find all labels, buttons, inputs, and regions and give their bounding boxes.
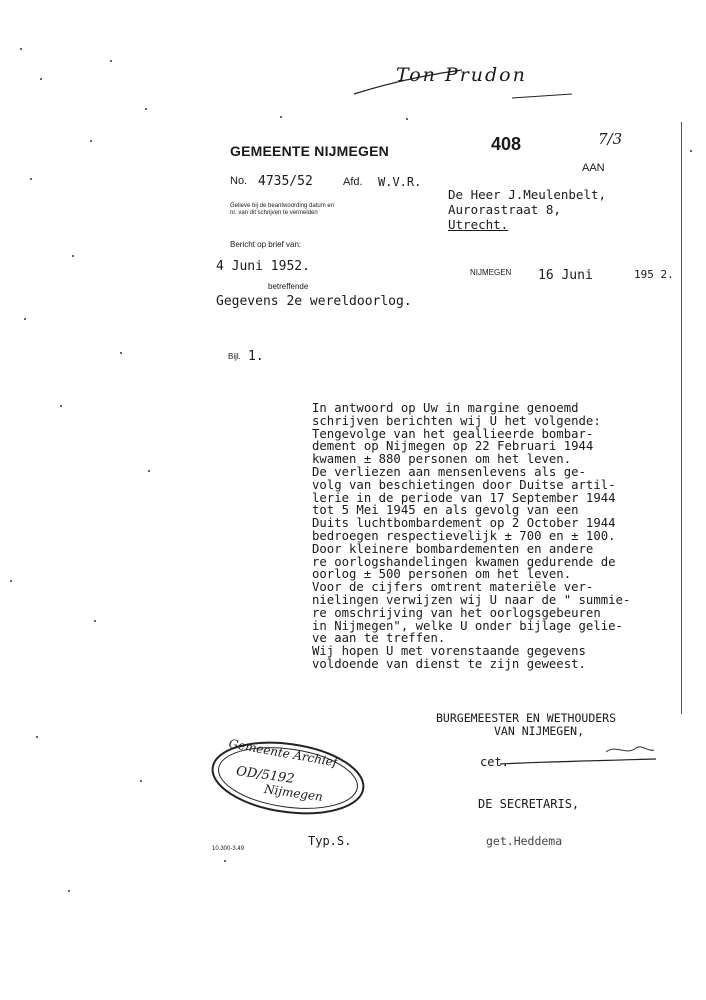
body-line: oorlog ± 500 personen om het leven. <box>312 567 572 582</box>
scan-speck <box>24 318 26 320</box>
reference-note-line1: Gelieve bij de beantwoording datum en <box>230 203 335 209</box>
scan-speck <box>94 620 96 622</box>
body-line: De verliezen aan mensenlevens als ge- <box>312 465 586 479</box>
scan-speck <box>110 60 112 62</box>
stamp-line1: Gemeente Archief <box>227 736 339 770</box>
reply-date: 4 Juni 1952. <box>216 259 310 274</box>
body-line: voldoende van dienst te zijn geweest. <box>312 657 586 671</box>
body-line: volg van beschietingen door Duitse artil- <box>312 477 616 492</box>
typist-initials: Typ.S. <box>308 834 352 848</box>
reference-note-line2: nr. van dit schrijven te vermelden <box>230 210 318 216</box>
scan-speck <box>140 780 142 782</box>
annex-label: Bijl. <box>228 352 241 361</box>
body-line: dement op Nijmegen op 22 Februari 1944 <box>312 439 594 454</box>
scan-speck <box>60 405 62 407</box>
secretary-name: get.Heddema <box>486 834 563 848</box>
scan-speck <box>406 118 408 120</box>
recipient-line3: Utrecht. <box>448 217 509 232</box>
number-label: No. <box>230 175 248 187</box>
afd-value: W.V.R. <box>378 175 422 189</box>
scan-speck <box>36 736 38 738</box>
stamp-line3: Nijmegen <box>263 781 324 805</box>
corner-mark: 7/3 <box>598 130 623 148</box>
scan-speck <box>690 150 692 152</box>
scan-speck <box>20 48 22 50</box>
signature-prefix: cet. <box>480 755 509 769</box>
scan-speck <box>120 352 122 354</box>
body-line: Tengevolge van het geallieerde bombar- <box>312 426 594 441</box>
stamp-line2: OD/5192 <box>235 763 296 788</box>
scan-speck <box>10 580 12 582</box>
form-code: 10.300-3.49 <box>212 846 245 852</box>
body-line: kwamen ± 880 personen om het leven. <box>312 452 572 467</box>
body-line: Door kleinere bombardementen en andere <box>312 541 594 556</box>
archive-stamp <box>206 738 376 824</box>
scan-speck <box>72 255 74 257</box>
body-line: re omschrijving van het oorlogsgebeuren <box>312 605 601 620</box>
scan-speck <box>280 116 282 118</box>
letter-date: 16 Juni <box>538 268 593 283</box>
signature-text: Ton Prudon <box>396 64 527 86</box>
body-line: Voor de cijfers omtrent materiële ver- <box>312 580 594 595</box>
closing-line2: VAN NIJMEGEN, <box>494 724 585 738</box>
scan-speck <box>90 140 92 142</box>
margin-rule <box>681 122 682 714</box>
body-line: tot 5 Mei 1945 en als gevolg van een <box>312 503 579 518</box>
reference-note <box>230 203 334 217</box>
letter-number: 4735/52 <box>258 174 313 189</box>
scan-speck <box>30 178 32 180</box>
body-line: in Nijmegen", welke U onder bijlage gelie- <box>312 618 623 633</box>
body-line: nielingen verwijzen wij U naar de " summie- <box>312 593 631 607</box>
closing-line1: BURGEMEESTER EN WETHOUDERS <box>436 711 617 725</box>
stamp-number: 408 <box>491 134 522 154</box>
scan-speck <box>148 470 150 472</box>
aan-label: AAN <box>582 162 605 174</box>
body-line: bedroegen respectievelijk ± 700 en ± 100. <box>312 529 616 543</box>
scan-speck <box>40 78 42 80</box>
scan-speck <box>145 108 147 110</box>
letter-year: 195 2. <box>634 268 674 281</box>
secretary-signature <box>476 742 666 776</box>
annex-value: 1. <box>248 349 264 364</box>
place-label: NIJMEGEN <box>470 268 512 277</box>
letter-body <box>312 402 680 677</box>
subject-label: betreffende <box>268 282 309 291</box>
body-line: ve aan te treffen. <box>312 631 446 646</box>
secretary-title: DE SECRETARIS, <box>478 797 580 811</box>
handwritten-signature <box>352 56 582 104</box>
body-line: re oorlogshandelingen kwamen gedurende de <box>312 554 616 569</box>
afd-label: Afd. <box>343 176 363 188</box>
reply-label: Bericht op brief van: <box>230 240 302 249</box>
body-line: Wij hopen U met vorenstaande gegevens <box>312 644 586 659</box>
body-line: lerie in de periode van 17 September 1944 <box>312 490 616 505</box>
scan-speck <box>224 860 226 862</box>
body-line: Duits luchtbombardement op 2 October 1944 <box>312 516 616 531</box>
body-line: In antwoord op Uw in margine genoemd <box>312 401 579 415</box>
subject: Gegevens 2e wereldoorlog. <box>216 294 412 309</box>
scan-speck <box>68 890 70 892</box>
recipient-line1: De Heer J.Meulenbelt, <box>448 187 607 202</box>
letterhead-title: GEMEENTE NIJMEGEN <box>230 143 389 159</box>
body-line: schrijven berichten wij U het volgende: <box>312 413 601 428</box>
recipient-line2: Aurorastraat 8, <box>448 202 561 217</box>
